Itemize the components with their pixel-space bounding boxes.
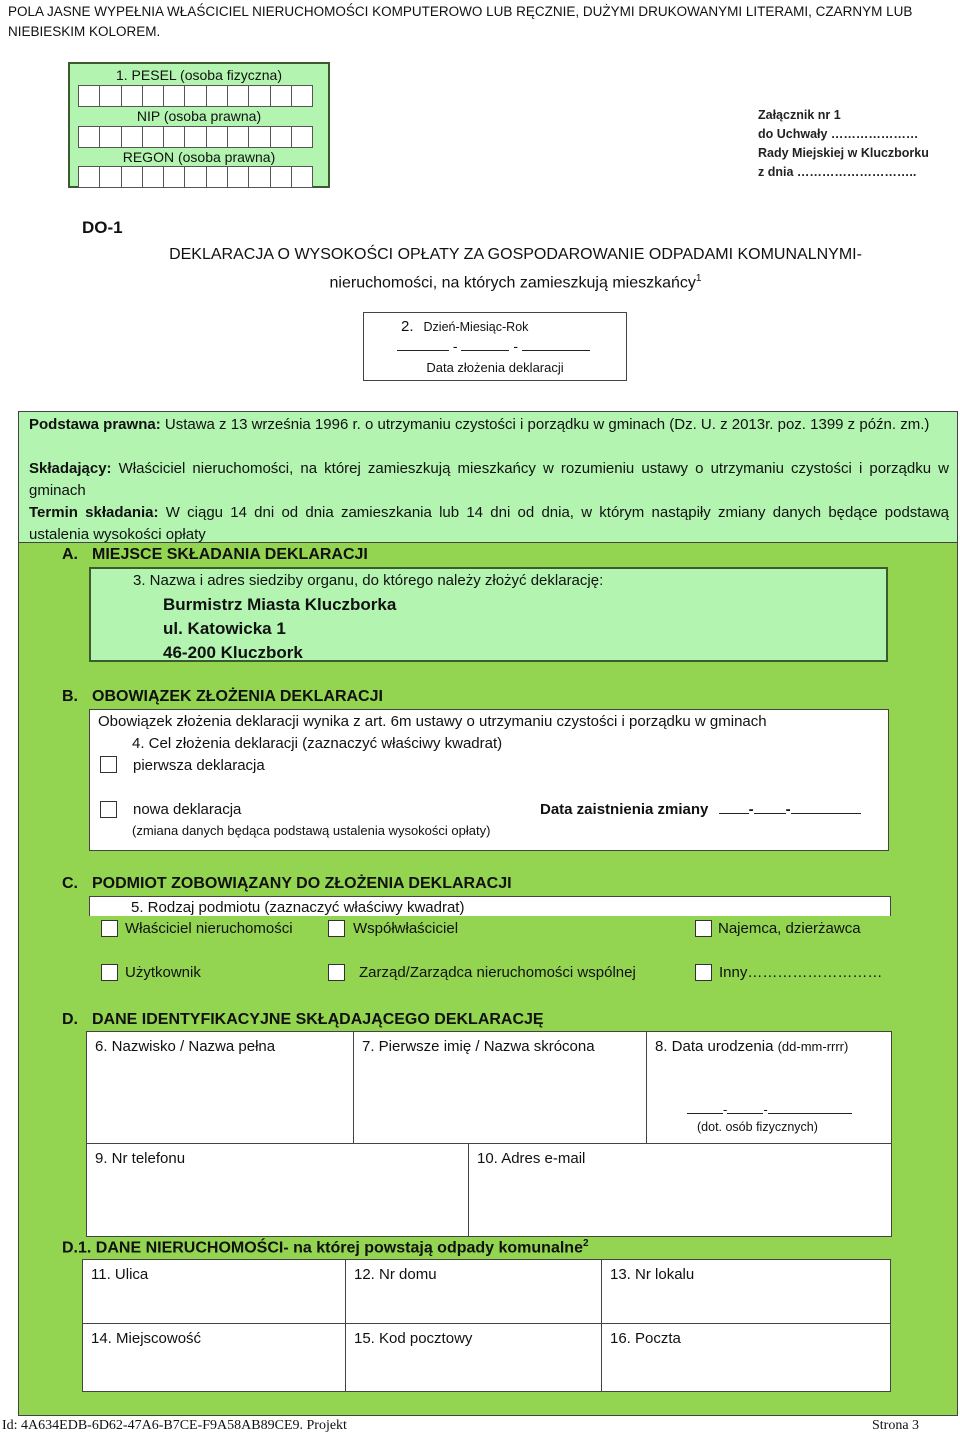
section-b-box	[89, 709, 889, 851]
new-declaration-checkbox[interactable]	[100, 801, 117, 818]
section-c-box	[89, 896, 891, 990]
tenant-checkbox[interactable]	[695, 920, 712, 937]
first-declaration-checkbox[interactable]	[100, 756, 117, 773]
user-label: Użytkownik	[125, 964, 201, 981]
section-d1-heading: D.1. DANE NIERUCHOMOŚCI- na której powstają odpady komunalne$^2$	[62, 1238, 589, 1257]
first-declaration-label: pierwsza deklaracja	[133, 757, 265, 774]
change-date-field[interactable]: Data zaistnienia zmiany - -	[540, 800, 861, 820]
nip-cells[interactable]	[78, 126, 312, 148]
house-number-field[interactable]	[345, 1259, 602, 1324]
post-office-field[interactable]	[601, 1323, 891, 1392]
deadline-info: Termin składania: W ciągu 14 dni od dnia zamieszkania lub 14 dni od dnia, w którym nastąpiły zmiany danych będące podstawą ustalenia wysokości opłaty	[29, 504, 949, 543]
attachment-line: do Uchwały …………………	[758, 127, 919, 141]
co-owner-label: Współwłaściciel	[353, 920, 459, 937]
locality-field[interactable]	[82, 1323, 346, 1392]
organ-name: Burmistrz Miasta Kluczborka	[163, 595, 397, 614]
document-id: Id: 4A634EDB-6D62-47A6-B7CE-F9A58AB89CE9. Projekt	[2, 1418, 347, 1433]
section-d-heading: D. DANE IDENTYFIKACYJNE SKŁĄDAJĄCEGO DEKLARACJĘ	[62, 1011, 544, 1028]
section-b-heading: B. OBOWIĄZEK ZŁOŻENIA DEKLARACJI	[62, 688, 383, 705]
birth-date-input-lines[interactable]: - -	[687, 1102, 852, 1117]
organ-city: 46-200 Kluczbork	[163, 643, 303, 662]
apartment-number-field[interactable]	[601, 1259, 891, 1324]
footnote-ref: 1	[695, 273, 702, 284]
post-office-label: 16. Poczta	[610, 1330, 681, 1347]
legal-basis: Podstawa prawna: Ustawa z 13 września 1996 r. o utrzymaniu czystości i porządku w gminach (Dz. U. z 2013r. poz. 1399 z późn. zm.)	[29, 416, 930, 433]
organ-field-label: 3. Nazwa i adres siedziby organu, do którego należy złożyć deklarację:	[133, 572, 604, 589]
section-a-heading: A. MIEJSCE SKŁADANIA DEKLARACJI	[62, 546, 368, 563]
postal-code-field[interactable]	[345, 1323, 602, 1392]
footnote-ref: 2	[582, 1238, 589, 1249]
locality-label: 14. Miejscowość	[91, 1330, 202, 1347]
email-field[interactable]	[468, 1143, 892, 1237]
birth-date-note: (dot. osób fizycznych)	[697, 1120, 818, 1134]
obligation-text: Obowiązek złożenia deklaracji wynika z art. 6m ustawy o utrzymaniu czystości i porządku w gminach	[98, 713, 767, 730]
co-owner-checkbox[interactable]	[328, 920, 345, 937]
legal-info-box	[18, 411, 958, 543]
manager-checkbox[interactable]	[328, 964, 345, 981]
regon-label: REGON (osoba prawna)	[122, 149, 276, 165]
street-label: 11. Ulica	[91, 1266, 149, 1283]
regon-cells[interactable]	[78, 166, 312, 188]
title-line-1: DEKLARACJA O WYSOKOŚCI OPŁATY ZA GOSPODAROWANIE ODPADAMI KOMUNALNYMI-	[169, 246, 862, 263]
document-code: DO-1	[82, 218, 123, 237]
tenant-label: Najemca, dzierżawca	[718, 920, 861, 937]
nip-label: NIP (osoba prawna)	[136, 108, 262, 124]
attachment-line: Załącznik nr 1	[758, 108, 841, 122]
owner-checkbox[interactable]	[101, 920, 118, 937]
date-field-label: 2. Dzień-Miesiąc-Rok	[401, 318, 529, 335]
first-name-field[interactable]	[353, 1031, 647, 1144]
entity-type-label: 5. Rodzaj podmiotu (zaznaczyć właściwy kwadrat)	[131, 899, 465, 916]
page-number: Strona 3	[872, 1418, 920, 1433]
user-checkbox[interactable]	[101, 964, 118, 981]
manager-label: Zarząd/Zarządca nieruchomości wspólnej	[359, 964, 636, 981]
pesel-cells[interactable]	[78, 85, 312, 107]
email-label: 10. Adres e-mail	[477, 1150, 586, 1167]
title-line-2: nieruchomości, na których zamieszkują mieszkańcy$^1$	[329, 273, 702, 292]
submitter-info: Składający: Właściciel nieruchomości, na której zamieszkują mieszkańcy w rozumieniu ustawy o utrzymaniu czystości i porządku w gminach	[29, 460, 949, 499]
section-a-box	[89, 567, 888, 662]
taxpayer-id-box	[68, 62, 330, 188]
new-declaration-note: (zmiana danych będąca podstawą ustalenia wysokości opłaty)	[132, 823, 491, 838]
owner-label: Właściciel nieruchomości	[125, 920, 293, 937]
date-caption: Data złożenia deklaracji	[426, 360, 564, 375]
apartment-number-label: 13. Nr lokalu	[610, 1266, 695, 1283]
street-field[interactable]	[82, 1259, 346, 1324]
surname-label: 6. Nazwisko / Nazwa pełna	[95, 1038, 276, 1055]
purpose-field-label: 4. Cel złożenia deklaracji (zaznaczyć właściwy kwadrat)	[132, 735, 503, 752]
postal-code-label: 15. Kod pocztowy	[354, 1330, 473, 1347]
birth-date-field[interactable]	[646, 1031, 892, 1144]
phone-field[interactable]	[86, 1143, 469, 1237]
first-name-label: 7. Pierwsze imię / Nazwa skrócona	[362, 1038, 595, 1055]
house-number-label: 12. Nr domu	[354, 1266, 437, 1283]
attachment-line: z dnia ………………………..	[758, 165, 917, 179]
attachment-line: Rady Miejskiej w Kluczborku	[758, 146, 929, 160]
submission-date-field[interactable]	[363, 312, 627, 381]
fill-instruction: POLA JASNE WYPEŁNIA WŁAŚCICIEL NIERUCHOMOŚCI KOMPUTEROWO LUB RĘCZNIE, DUŻYMI DRUKOWANYMI LITERAMI, CZARNYM LUB NIEBIESKIM KOLOREM.	[8, 4, 913, 39]
other-label: Inny………………………	[719, 964, 883, 981]
organ-street: ul. Katowicka 1	[163, 619, 286, 638]
section-c-heading: C. PODMIOT ZOBOWIĄZANY DO ZŁOŻENIA DEKLARACJI	[62, 875, 512, 892]
attachment-note	[758, 106, 929, 182]
date-input-lines[interactable]: - -	[397, 338, 590, 354]
phone-label: 9. Nr telefonu	[95, 1150, 186, 1167]
organ-address	[163, 593, 396, 665]
birth-date-label: 8. Data urodzenia (dd-mm-rrrr)	[655, 1038, 849, 1055]
new-declaration-label: nowa deklaracja	[133, 801, 242, 818]
surname-field[interactable]	[86, 1031, 354, 1144]
declaration-title	[148, 243, 883, 295]
other-checkbox[interactable]	[695, 964, 712, 981]
pesel-label: 1. PESEL (osoba fizyczna)	[115, 67, 282, 83]
